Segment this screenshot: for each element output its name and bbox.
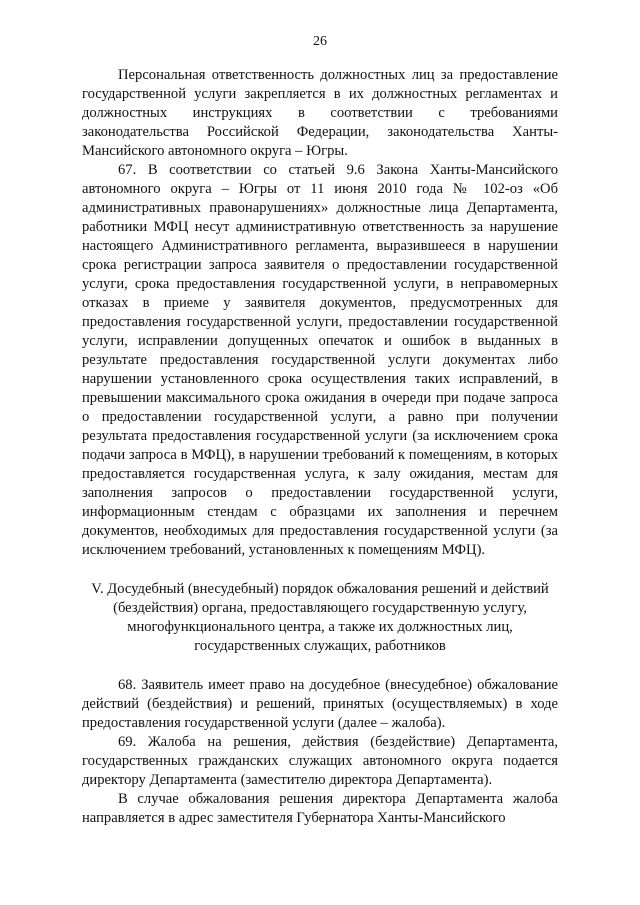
- paragraph-68: 68. Заявитель имеет право на досудебное (внесудебное) обжалование действий (бездействия) и решений, принятых (осуществляемых) в ходе предоставления государственной услуги (далее – жалоба).: [82, 677, 558, 731]
- paragraph-director-appeal: В случае обжалования решения директора Департамента жалоба направляется в адрес заместителя Губернатора Ханты-Мансийского: [82, 791, 558, 826]
- paragraph-67: 67. В соответствии со статьей 9.6 Закона Ханты-Мансийского автономного округа – Югры от 11 июня 2010 года № 102-оз «Об административных правонарушениях» должностные лица Департамента, работники МФЦ несут административную ответственность за нарушение настоящего Административного регламента, выразившееся в нарушении срока регистрации запроса заявителя о предоставлении государственной услуги, срока предоставления государственной услуги, в неправомерных отказах в приеме у заявителя документов, предусмотренных для предоставления государственной услуги, предоставлении государственной услуги, исправлении допущенных опечаток и ошибок в выданных в результате предоставления государственной услуги документах либо нарушении установленного срока осуществления таких исправлений, в превышении максимального срока ожидания в очереди при подаче запроса о предоставлении государственной услуги, а равно при получении результата предоставления государственной услуги (за исключением срока подачи запроса в МФЦ), в нарушении требований к помещениям, в которых предоставляется государственная услуга, к залу ожидания, местам для заполнения запросов о предоставлении государственной услуги, информационным стендам с образцами их заполнения и перечнем документов, необходимых для предоставления государственной услуги (за исключением требований, установленных к помещениям МФЦ).: [82, 162, 558, 558]
- document-body: [82, 66, 558, 828]
- page-number: 26: [313, 34, 327, 49]
- paragraph-personal-responsibility: Персональная ответственность должностных лиц за предоставление государственной услуги закрепляется в их должностных регламентах и должностных инструкциях в соответствии с требованиями законодательства Российской Федерации, законодательства Ханты-Мансийского автономного округа – Югры.: [82, 67, 558, 159]
- section-heading-v: V. Досудебный (внесудебный) порядок обжалования решений и действий (бездействия) органа, предоставляющего государственную услугу, многофункционального центра, а также их должностных лиц, государственных служащих, работников: [91, 581, 549, 654]
- paragraph-69: 69. Жалоба на решения, действия (бездействие) Департамента, государственных гражданских служащих автономного округа подается директору Департамента (заместителю директора Департамента).: [82, 734, 558, 788]
